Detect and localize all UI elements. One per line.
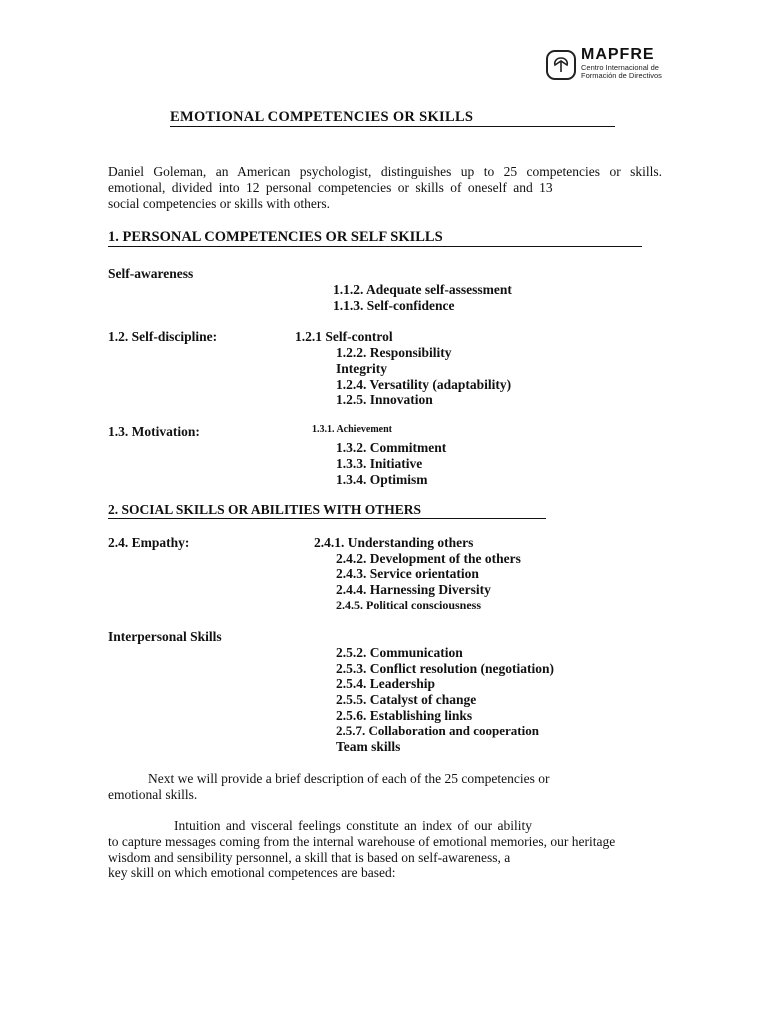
item-1-2-4: 1.2.4. Versatility (adaptability) — [336, 377, 512, 392]
item-1-3-3: 1.3.3. Initiative — [336, 456, 423, 471]
item-1-2-5: 1.2.5. Innovation — [336, 392, 433, 407]
item-2-5-4: 2.5.4. Leadership — [336, 676, 436, 691]
mapfre-emblem-icon — [546, 50, 576, 80]
outro-2-line-1: Intuition and visceral feelings constitute an index of our ability — [174, 818, 533, 833]
section-1-heading: 1. PERSONAL COMPETENCIES OR SELF SKILLS — [108, 229, 642, 247]
item-team-skills: Team skills — [336, 739, 401, 754]
item-2-4-5: 2.4.5. Political consciousness — [336, 598, 482, 612]
empathy-label: 2.4. Empathy: — [108, 535, 190, 550]
section-2-heading: 2. SOCIAL SKILLS OR ABILITIES WITH OTHERS — [108, 502, 546, 519]
item-1-3-1: 1.3.1. Achievement — [312, 424, 392, 435]
logo-brand: MAPFRE — [581, 46, 655, 63]
intro-line-1: Daniel Goleman, an American psychologist, distinguishes up to 25 competencies or skills. — [108, 164, 662, 179]
document-title: EMOTIONAL COMPETENCIES OR SKILLS — [170, 109, 615, 127]
item-2-5-3: 2.5.3. Conflict resolution (negotiation) — [336, 661, 554, 676]
intro-line-3: social competencies or skills with others. — [108, 196, 330, 211]
intro-line-2: emotional, divided into 12 personal competencies or skills of oneself and 13 — [108, 180, 553, 195]
item-1-1-2: 1.1.2. Adequate self-assessment — [333, 282, 512, 297]
interpersonal-skills-label: Interpersonal Skills — [108, 629, 222, 644]
mapfre-logo — [546, 48, 676, 84]
item-2-5-2: 2.5.2. Communication — [336, 645, 463, 660]
outro-1-line-2: emotional skills. — [108, 787, 198, 802]
outro-2-line-2: to capture messages coming from the internal warehouse of emotional memories, our heritage — [108, 834, 616, 849]
self-discipline-label: 1.2. Self-discipline: — [108, 329, 218, 344]
item-1-3-4: 1.3.4. Optimism — [336, 472, 428, 487]
item-2-4-1: 2.4.1. Understanding others — [314, 535, 474, 550]
motivation-label: 1.3. Motivation: — [108, 424, 200, 439]
intro-paragraph — [108, 164, 662, 212]
outro-2-line-4: key skill on which emotional competences are based: — [108, 865, 396, 880]
item-2-4-3: 2.4.3. Service orientation — [336, 566, 479, 581]
item-2-4-4: 2.4.4. Harnessing Diversity — [336, 582, 491, 597]
item-1-2-1: 1.2.1 Self-control — [295, 329, 393, 344]
outro-2-line-3: wisdom and sensibility personnel, a skill that is based on self-awareness, a — [108, 850, 511, 865]
item-1-3-2: 1.3.2. Commitment — [336, 440, 447, 455]
outro-1-line-1: Next we will provide a brief description of each of the 25 competencies or — [148, 771, 550, 786]
self-awareness-label: Self-awareness — [108, 266, 194, 281]
item-integrity: Integrity — [336, 361, 387, 376]
item-2-4-2: 2.4.2. Development of the others — [336, 551, 521, 566]
logo-subtitle-2: Formación de Directivos — [581, 71, 662, 80]
item-1-2-2: 1.2.2. Responsibility — [336, 345, 452, 360]
logo-subtitle-1: Centro Internacional de — [581, 63, 659, 72]
item-2-5-7: 2.5.7. Collaboration and cooperation — [336, 723, 539, 738]
item-2-5-5: 2.5.5. Catalyst of change — [336, 692, 477, 707]
item-2-5-6: 2.5.6. Establishing links — [336, 708, 473, 723]
item-1-1-3: 1.1.3. Self-confidence — [333, 298, 455, 313]
